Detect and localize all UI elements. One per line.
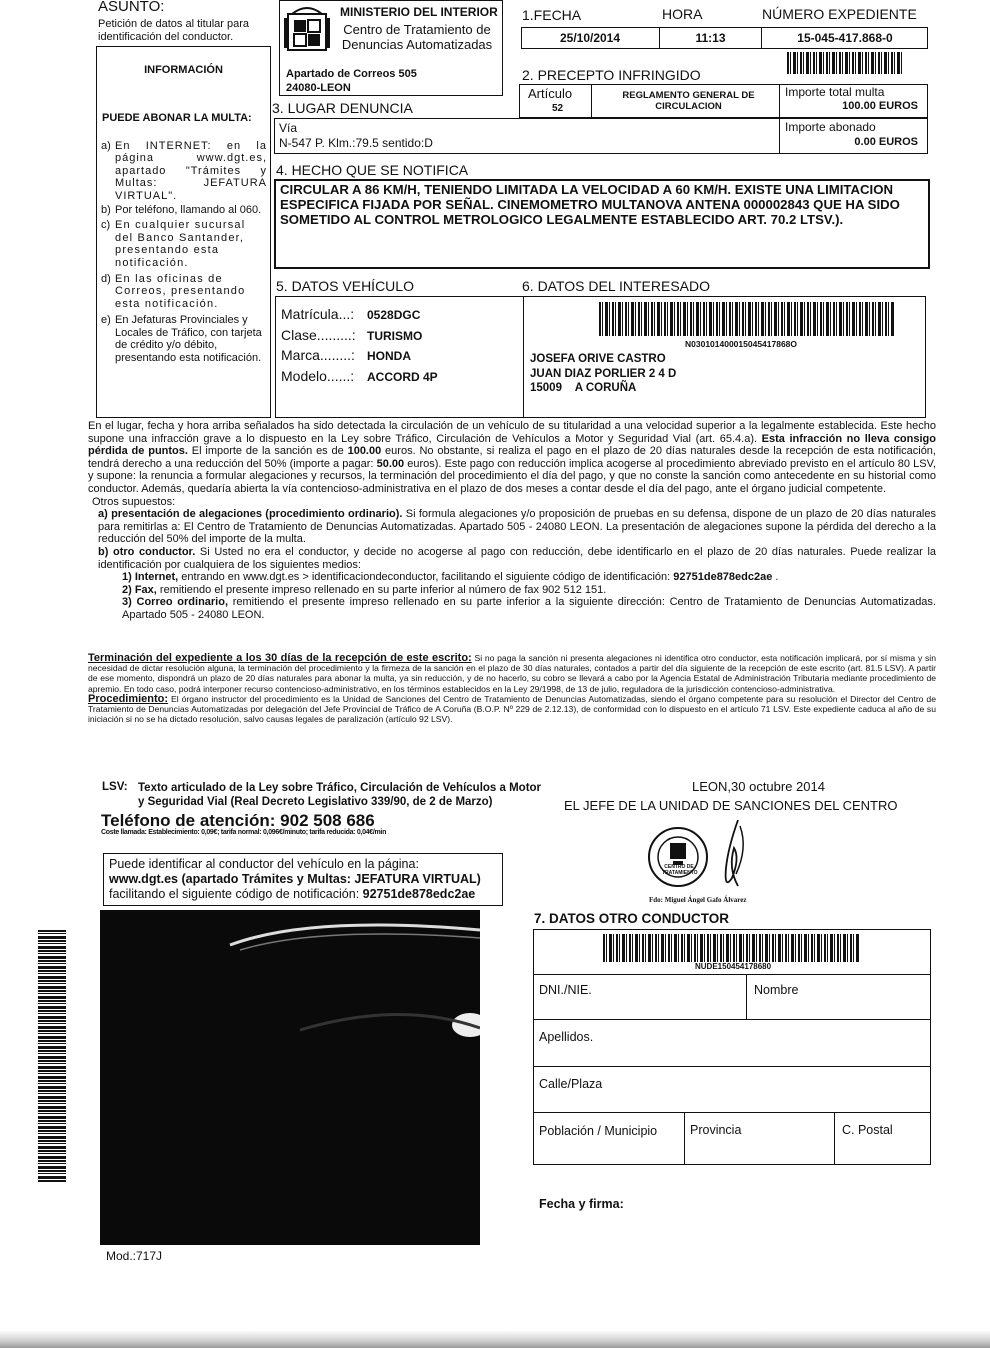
terminacion-paragraph: Terminación del expediente a los 30 días de la recepción de este escrito: Si no paga la sanción ni presenta alegaciones ni identifica otro conductor, esta notificación implicará, por sí misma y sin necesidad de dictar resolución alguna, la terminación del procedimiento y la firmeza de la sanción en el plazo de 30 días naturales, contados a partir del día siguiente de la recepción de este escrito (art. 81.5 LSV). A partir de ese momento, dispondrá un plazo de 20 días naturales para abonar la multa, ya sin reducción, y de no hacerlo, su cobro se llevará a cabo por la Agencia Estatal de Administración Tributaria mediante procedimiento de apremio. En todo caso, podrá interponer recurso contencioso-administrativo, en los términos establecidos en la Ley 29/1998, de 13 de julio, reguladora de la jurisdicción contencioso-administrativa. Procedimiento: El órgano instructor del procedimiento es la Unidad de Sanciones del Centro de Tratamiento de Denuncias Automatizadas, siendo el órgano competente para su resolución el Director del Centro de Tratamiento de Denuncias Automatizadas por delegación del Jefe Provincial de Tráfico de A Coruña (B.O.P. Nº 229 de 2.12.13), de conformidad con lo dispuesto en el artículo 71 LSV. Este expediente caduca al año de su iniciación si no se ha dictado resolución, salvo causas legales de paralización (artículo 92 LSV).	[88, 652, 936, 725]
side-barcode	[38, 930, 66, 1182]
interesado-address	[530, 352, 676, 396]
expediente-barcode	[787, 52, 902, 74]
lsv-label: LSV:	[102, 781, 128, 793]
info-subtitle: PUEDE ABONAR LA MULTA:	[102, 112, 252, 124]
dni-label: DNI./NIE.	[539, 983, 592, 997]
calle-label: Calle/Plaza	[539, 1077, 603, 1091]
signer-name: Fdo: Miguel Ángel Gafo Álvarez	[649, 896, 747, 904]
reglamento-value: REGLAMENTO GENERAL DE CIRCULACION	[622, 90, 755, 112]
identify-line-2: www.dgt.es (apartado Trámites y Multas: JEFATURA VIRTUAL)	[109, 872, 481, 886]
interesado-barcode	[599, 302, 894, 336]
radar-photo	[100, 910, 480, 1245]
otros-supuestos: Otros supuestos:	[92, 495, 176, 508]
fecha-label: 1.FECHA	[522, 7, 582, 23]
hora-label: HORA	[662, 6, 703, 22]
otro-conductor-barcode-code: NUDE150454178680	[695, 962, 772, 971]
signature-icon	[708, 818, 758, 894]
nombre-field[interactable]	[747, 975, 930, 1019]
precepto-label: 2. PRECEPTO INFRINGIDO	[522, 67, 701, 83]
hecho-text: CIRCULAR A 86 KM/H, TENIENDO LIMITADA LA VELOCIDAD A 60 KM/H. EXISTE UNA LIMITACION ESPECIFICA FIJADA POR SEÑAL. CINEMOMETRO MULTANOVA ANTENA 000002843 QUE HA SIDO SOMETIDO AL CONTROL METROLOGICO LEGALMENTE ESTABLECIDO ART. 70.2 LTSV.).	[280, 182, 900, 228]
lsv-text: Texto articulado de la Ley sobre Tráfico, Circulación de Vehículos a Motor y Seguridad Vial (Real Decreto Legislativo 339/90, de 2 de Marzo)	[138, 782, 542, 808]
dni-field[interactable]	[534, 975, 746, 1019]
marca-row: Marca........: HONDA	[281, 347, 411, 363]
alegaciones-paragraph: a) presentación de alegaciones (procedimiento ordinario). Si formula alegaciones y/o proposición de pruebas en su defensa, dispone de un plazo de 20 días naturales para remitirlas a: El Centro de Tratamiento de Denuncias Automatizadas. Apartado 505 - 24080 LEON. La presentación de alegaciones supone la pérdida del derecho a la reducción del 50% del importe de la multa.	[98, 508, 936, 546]
cpostal-label: C. Postal	[842, 1123, 893, 1137]
importe-abonado-value: 0.00 EUROS	[854, 136, 918, 148]
hora-value: 11:13	[695, 31, 726, 45]
apartado-correos: Apartado de Correos 505	[286, 68, 417, 80]
date-place: LEON,30 octubre 2014	[692, 779, 825, 794]
asunto-label: ASUNTO:	[98, 0, 165, 15]
interesado-nombre: JOSEFA ORIVE CASTRO	[530, 353, 666, 365]
lugar-label: 3. LUGAR DENUNCIA	[272, 100, 413, 116]
info-item-d: d) En las oficinas de Correos, presentando esta notificación.	[101, 273, 246, 310]
info-item-a: a) En INTERNET: en la página www.dgt.es, apartado "Trámites y Multas: JEFATURA VIRTUAL".	[101, 140, 267, 202]
info-title: INFORMACIÓN	[144, 64, 223, 76]
apellidos-field[interactable]	[534, 1020, 930, 1066]
official-seal-icon	[647, 826, 709, 888]
seal-text: CENTRO DE TRATAMIENTO	[662, 864, 698, 876]
center-name: Centro de Tratamiento de Denuncias Automatizadas	[341, 22, 493, 52]
otro-conductor-paragraph: b) otro conductor. Si Usted no era el conductor, y decide no acogerse al pago con reducción, debe identificarlo en el plazo de 20 días naturales. Puede realizar la identificación por cualquiera de los siguientes medios:	[98, 545, 937, 571]
importe-abonado-label: Importe abonado	[785, 120, 876, 134]
expediente-label: NÚMERO EXPEDIENTE	[762, 6, 917, 22]
matricula-row: Matrícula...: 0528DGC	[281, 306, 421, 322]
info-item-b: b) Por teléfono, llamando al 060.	[101, 204, 262, 217]
identify-line-3: facilitando el siguiente código de notificación: 92751de878edc2ae	[109, 887, 476, 901]
poblacion-label: Población / Municipio	[539, 1124, 658, 1138]
interesado-ciudad: 15009 A CORUÑA	[530, 382, 637, 394]
nombre-label: Nombre	[754, 983, 799, 997]
medio-fax: 2) Fax, remitiendo el presente impreso rellenado en su parte inferior al número de fax 902 512 151.	[122, 583, 607, 596]
vehiculo-data	[281, 305, 438, 387]
otro-conductor-title: 7. DATOS OTRO CONDUCTOR	[534, 911, 730, 926]
notice-paragraph-1: En el lugar, fecha y hora arriba señalados ha sido detectada la circulación de un vehículo de su titularidad a una velocidad superior a la legalmente establecida. Este hecho supone una infracción grave a lo dispuesto en la Ley sobre Tráfico, Circulación de Vehículos a Motor y Seguridad Vial (art. 65.4.a). Esta infracción no lleva consigo pérdida de puntos. El importe de la sanción es de 100.00 euros. No obstante, si realiza el pago en el plazo de 20 días naturales desde la recepción de esta notificación, tendrá derecho a una reducción del 50% (importe a pagar: 50.00 euros). Este pago con reducción implica acogerse al procedimiento abreviado previsto en el artículo 80 LSV, y supone: la renuncia a formular alegaciones y recursos, la terminación del procedimiento el día del pago, y que no conste la sanción como antecedente en su historial como conductor. Además, quedaría abierta la vía contencioso-administrativa en el plazo de dos meses a contar desde el día del pago, ante el órgano judicial competente.	[88, 420, 936, 495]
via-label: Vía	[279, 121, 298, 135]
hecho-label: 4. HECHO QUE SE NOTIFICA	[276, 162, 469, 178]
interesado-barcode-code: N030101400015045417868O	[685, 339, 798, 349]
model-code: Mod.:717J	[106, 1249, 163, 1263]
scan-edge	[0, 1330, 990, 1348]
cpostal-field[interactable]	[835, 1113, 930, 1164]
ministry-seal-icon	[284, 4, 330, 54]
apartado-city: 24080-LEON	[286, 82, 351, 94]
phone-cost: Coste llamada: Establecimiento: 0,09€; tarifa normal: 0,096€/minuto; tarifa reducida: 0,04€/min	[101, 829, 387, 836]
modelo-row: Modelo......: ACCORD 4P	[281, 367, 438, 384]
fecha-firma-label: Fecha y firma:	[539, 1197, 624, 1211]
provincia-field[interactable]	[685, 1113, 834, 1164]
vehiculo-label: 5. DATOS VEHÍCULO	[276, 278, 414, 294]
jefe-title: EL JEFE DE LA UNIDAD DE SANCIONES DEL CENTRO	[564, 798, 898, 813]
info-item-c: c) En cualquier sucursal del Banco Santander, presentando esta notificación.	[101, 219, 246, 269]
interesado-label: 6. DATOS DEL INTERESADO	[522, 278, 711, 294]
apellidos-label: Apellidos.	[539, 1030, 594, 1044]
expediente-value: 15-045-417.868-0	[797, 31, 893, 45]
ministry-name: MINISTERIO DEL INTERIOR	[340, 5, 498, 19]
phone-line: Teléfono de atención: 902 508 686	[101, 811, 375, 830]
info-list	[101, 140, 267, 364]
provincia-label: Provincia	[690, 1123, 742, 1137]
fecha-value: 25/10/2014	[559, 31, 621, 45]
info-item-e: e) En Jefaturas Provinciales y Locales de Tráfico, con tarjeta de crédito y/o débito, presentando esta notificación.	[101, 314, 262, 364]
importe-total-label: Importe total multa	[785, 85, 885, 99]
clase-row: Clase.........: TURISMO	[281, 326, 423, 343]
asunto-text: Petición de datos al titular para identificación del conductor.	[98, 18, 250, 43]
poblacion-field[interactable]	[534, 1113, 684, 1164]
identify-line-1: Puede identificar al conductor del vehículo en la página:	[109, 857, 419, 871]
articulo-value: 52	[552, 103, 564, 114]
via-value: N-547 P. Klm.:79.5 sentido:D	[279, 136, 433, 150]
otro-conductor-barcode	[603, 934, 859, 962]
medio-correo: 3) Correo ordinario, remitiendo el presente impreso rellenado en su parte inferior a la siguiente dirección: Centro de Tratamiento de Denuncias Automatizadas. Apartado 505 - 24080 LEON.	[122, 596, 936, 621]
procedimiento-paragraph: Procedimiento: El órgano instructor del procedimiento es la Unidad de Sanciones del Centro de Tratamiento de Denuncias Automatizadas, siendo el órgano competente para su resolución el Director del Centro de Tratamiento de Denuncias Automatizadas por delegación del Jefe Provincial de Tráfico de A Coruña (B.O.P. Nº 229 de 2.12.13), de conformidad con lo dispuesto en el artículo 71 LSV. Este expediente caduca al año de su iniciación si no se ha dictado resolución, salvo causas legales de paralización (artículo 92 LSV).	[88, 692, 936, 725]
interesado-direccion: JUAN DIAZ PORLIER 2 4 D	[530, 367, 677, 380]
importe-total-value: 100.00 EUROS	[842, 100, 918, 112]
notice-body	[88, 420, 936, 622]
medio-internet: 1) Internet, entrando en www.dgt.es > identificaciondeconductor, facilitando el siguiente código de identificación: 92751de878edc2ae .	[122, 571, 779, 584]
articulo-label: Artículo	[528, 86, 573, 101]
